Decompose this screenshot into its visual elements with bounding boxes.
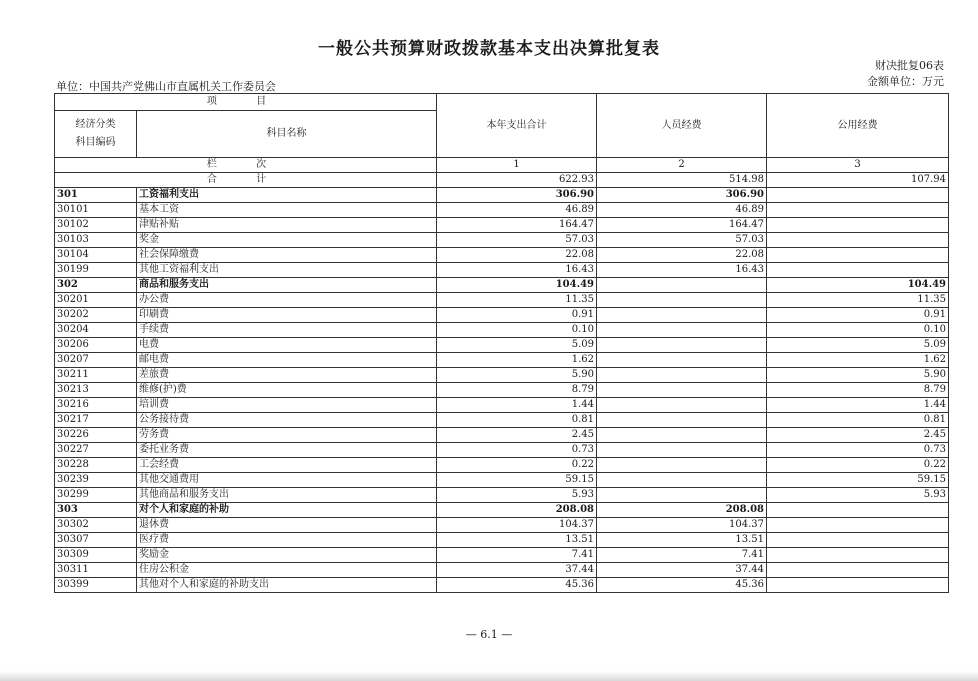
row-public: 59.15 bbox=[767, 473, 949, 488]
row-personnel: 13.51 bbox=[597, 533, 767, 548]
row-personnel bbox=[597, 443, 767, 458]
row-code: 30101 bbox=[55, 203, 137, 218]
header-col-index-2: 2 bbox=[597, 158, 767, 173]
sum-personnel: 514.98 bbox=[597, 173, 767, 188]
row-name: 公务接待费 bbox=[137, 413, 437, 428]
row-code: 30103 bbox=[55, 233, 137, 248]
row-personnel: 104.37 bbox=[597, 518, 767, 533]
row-public: 5.09 bbox=[767, 338, 949, 353]
row-public: 1.62 bbox=[767, 353, 949, 368]
table-row bbox=[55, 248, 949, 263]
row-code: 30206 bbox=[55, 338, 137, 353]
row-total: 22.08 bbox=[437, 248, 597, 263]
row-total: 37.44 bbox=[437, 563, 597, 578]
page-number: — 6.1 — bbox=[465, 628, 513, 641]
row-public: 5.90 bbox=[767, 368, 949, 383]
row-total: 16.43 bbox=[437, 263, 597, 278]
table-row bbox=[55, 188, 949, 203]
row-total: 208.08 bbox=[437, 503, 597, 518]
header-col-index-3: 3 bbox=[767, 158, 949, 173]
table-row bbox=[55, 203, 949, 218]
row-personnel bbox=[597, 293, 767, 308]
header-econ-class-line2: 科目编码 bbox=[75, 137, 116, 148]
row-public bbox=[767, 518, 949, 533]
row-personnel bbox=[597, 413, 767, 428]
row-name: 邮电费 bbox=[137, 353, 437, 368]
row-personnel bbox=[597, 323, 767, 338]
row-public bbox=[767, 548, 949, 563]
row-name: 维修(护)费 bbox=[137, 383, 437, 398]
row-name: 委托业务费 bbox=[137, 443, 437, 458]
row-name: 劳务费 bbox=[137, 428, 437, 443]
row-public: 0.91 bbox=[767, 308, 949, 323]
row-public bbox=[767, 218, 949, 233]
row-code: 302 bbox=[55, 278, 137, 293]
row-code: 30211 bbox=[55, 368, 137, 383]
row-name: 其他商品和服务支出 bbox=[137, 488, 437, 503]
row-total: 104.49 bbox=[437, 278, 597, 293]
row-code: 30302 bbox=[55, 518, 137, 533]
row-total: 0.81 bbox=[437, 413, 597, 428]
row-name: 其他对个人和家庭的补助支出 bbox=[137, 578, 437, 593]
row-personnel bbox=[597, 488, 767, 503]
row-code: 303 bbox=[55, 503, 137, 518]
row-personnel bbox=[597, 338, 767, 353]
header-col-index-1: 1 bbox=[437, 158, 597, 173]
row-code: 30104 bbox=[55, 248, 137, 263]
row-personnel bbox=[597, 383, 767, 398]
row-total: 306.90 bbox=[437, 188, 597, 203]
table-row bbox=[55, 278, 949, 293]
row-name: 社会保障缴费 bbox=[137, 248, 437, 263]
row-total: 0.10 bbox=[437, 323, 597, 338]
row-name: 电费 bbox=[137, 338, 437, 353]
row-name: 印刷费 bbox=[137, 308, 437, 323]
row-name: 津贴补贴 bbox=[137, 218, 437, 233]
row-public: 0.81 bbox=[767, 413, 949, 428]
header-col-personnel: 人员经费 bbox=[597, 94, 767, 158]
header-econ-class-line1: 经济分类 bbox=[75, 119, 116, 130]
row-personnel bbox=[597, 458, 767, 473]
row-code: 30199 bbox=[55, 263, 137, 278]
row-personnel bbox=[597, 353, 767, 368]
row-total: 104.37 bbox=[437, 518, 597, 533]
row-name: 退休费 bbox=[137, 518, 437, 533]
table-row bbox=[55, 383, 949, 398]
row-public: 0.10 bbox=[767, 323, 949, 338]
row-personnel: 46.89 bbox=[597, 203, 767, 218]
row-public: 0.22 bbox=[767, 458, 949, 473]
table-row bbox=[55, 578, 949, 593]
row-code: 30309 bbox=[55, 548, 137, 563]
row-public bbox=[767, 503, 949, 518]
row-public: 11.35 bbox=[767, 293, 949, 308]
amount-unit: 金额单位：万元 bbox=[867, 75, 944, 88]
row-personnel: 37.44 bbox=[597, 563, 767, 578]
row-public: 104.49 bbox=[767, 278, 949, 293]
row-public: 1.44 bbox=[767, 398, 949, 413]
table-row bbox=[55, 443, 949, 458]
header-col-total: 本年支出合计 bbox=[437, 94, 597, 158]
table-row bbox=[55, 353, 949, 368]
table-row bbox=[55, 458, 949, 473]
row-total: 0.91 bbox=[437, 308, 597, 323]
row-personnel bbox=[597, 428, 767, 443]
header-item: 项 目 bbox=[55, 94, 437, 111]
row-code: 301 bbox=[55, 188, 137, 203]
header-col-index-label: 栏 次 bbox=[55, 158, 437, 173]
row-total: 8.79 bbox=[437, 383, 597, 398]
row-public: 0.73 bbox=[767, 443, 949, 458]
table-row bbox=[55, 368, 949, 383]
row-name: 差旅费 bbox=[137, 368, 437, 383]
row-public: 8.79 bbox=[767, 383, 949, 398]
row-personnel bbox=[597, 368, 767, 383]
row-code: 30204 bbox=[55, 323, 137, 338]
row-total: 59.15 bbox=[437, 473, 597, 488]
row-total: 11.35 bbox=[437, 293, 597, 308]
row-total: 7.41 bbox=[437, 548, 597, 563]
row-code: 30202 bbox=[55, 308, 137, 323]
table-row bbox=[55, 398, 949, 413]
table-row bbox=[55, 293, 949, 308]
row-total: 0.73 bbox=[437, 443, 597, 458]
row-personnel bbox=[597, 308, 767, 323]
row-personnel: 45.36 bbox=[597, 578, 767, 593]
row-code: 30307 bbox=[55, 533, 137, 548]
table-row bbox=[55, 233, 949, 248]
table-row bbox=[55, 563, 949, 578]
table-row bbox=[55, 503, 949, 518]
row-public bbox=[767, 188, 949, 203]
row-code: 30201 bbox=[55, 293, 137, 308]
table-row bbox=[55, 263, 949, 278]
row-personnel bbox=[597, 473, 767, 488]
table-row bbox=[55, 338, 949, 353]
table-row bbox=[55, 518, 949, 533]
row-code: 30217 bbox=[55, 413, 137, 428]
row-name: 工资福利支出 bbox=[137, 188, 437, 203]
row-name: 工会经费 bbox=[137, 458, 437, 473]
budget-table bbox=[54, 93, 949, 593]
table-row bbox=[55, 428, 949, 443]
row-code: 30228 bbox=[55, 458, 137, 473]
row-total: 2.45 bbox=[437, 428, 597, 443]
row-total: 1.44 bbox=[437, 398, 597, 413]
row-personnel: 164.47 bbox=[597, 218, 767, 233]
row-name: 手续费 bbox=[137, 323, 437, 338]
sum-total: 622.93 bbox=[437, 173, 597, 188]
row-public bbox=[767, 248, 949, 263]
row-name: 培训费 bbox=[137, 398, 437, 413]
row-name: 对个人和家庭的补助 bbox=[137, 503, 437, 518]
form-code: 财决批复06表 bbox=[875, 59, 944, 72]
table-row bbox=[55, 413, 949, 428]
row-public bbox=[767, 533, 949, 548]
row-code: 30226 bbox=[55, 428, 137, 443]
table-row bbox=[55, 488, 949, 503]
table-row bbox=[55, 218, 949, 233]
scan-edge bbox=[0, 671, 978, 681]
row-code: 30216 bbox=[55, 398, 137, 413]
row-name: 办公费 bbox=[137, 293, 437, 308]
row-personnel: 306.90 bbox=[597, 188, 767, 203]
header-econ-class bbox=[55, 111, 137, 158]
row-total: 46.89 bbox=[437, 203, 597, 218]
row-public bbox=[767, 578, 949, 593]
row-personnel: 57.03 bbox=[597, 233, 767, 248]
table-row bbox=[55, 548, 949, 563]
row-public bbox=[767, 563, 949, 578]
row-total: 5.09 bbox=[437, 338, 597, 353]
row-personnel: 7.41 bbox=[597, 548, 767, 563]
row-code: 30102 bbox=[55, 218, 137, 233]
row-total: 0.22 bbox=[437, 458, 597, 473]
row-name: 商品和服务支出 bbox=[137, 278, 437, 293]
row-personnel bbox=[597, 278, 767, 293]
row-personnel: 16.43 bbox=[597, 263, 767, 278]
row-public: 5.93 bbox=[767, 488, 949, 503]
row-total: 13.51 bbox=[437, 533, 597, 548]
row-code: 30399 bbox=[55, 578, 137, 593]
table-row bbox=[55, 473, 949, 488]
row-total: 45.36 bbox=[437, 578, 597, 593]
row-public bbox=[767, 203, 949, 218]
row-personnel: 208.08 bbox=[597, 503, 767, 518]
table-row bbox=[55, 323, 949, 338]
row-code: 30213 bbox=[55, 383, 137, 398]
header-col-public: 公用经费 bbox=[767, 94, 949, 158]
row-total: 5.90 bbox=[437, 368, 597, 383]
row-code: 30299 bbox=[55, 488, 137, 503]
row-total: 1.62 bbox=[437, 353, 597, 368]
row-public bbox=[767, 233, 949, 248]
row-name: 基本工资 bbox=[137, 203, 437, 218]
sum-label: 合 计 bbox=[55, 173, 437, 188]
row-name: 其他工资福利支出 bbox=[137, 263, 437, 278]
row-code: 30227 bbox=[55, 443, 137, 458]
sum-public: 107.94 bbox=[767, 173, 949, 188]
row-public bbox=[767, 263, 949, 278]
row-code: 30239 bbox=[55, 473, 137, 488]
row-personnel bbox=[597, 398, 767, 413]
row-name: 住房公积金 bbox=[137, 563, 437, 578]
table-row bbox=[55, 533, 949, 548]
table-row bbox=[55, 308, 949, 323]
row-code: 30207 bbox=[55, 353, 137, 368]
row-total: 5.93 bbox=[437, 488, 597, 503]
page-title: 一般公共预算财政拨款基本支出决算批复表 bbox=[318, 39, 660, 59]
row-total: 57.03 bbox=[437, 233, 597, 248]
row-total: 164.47 bbox=[437, 218, 597, 233]
row-name: 奖金 bbox=[137, 233, 437, 248]
row-code: 30311 bbox=[55, 563, 137, 578]
row-personnel: 22.08 bbox=[597, 248, 767, 263]
unit-label: 单位：中国共产党佛山市直属机关工作委员会 bbox=[56, 80, 276, 93]
row-name: 其他交通费用 bbox=[137, 473, 437, 488]
header-subject-name: 科目名称 bbox=[137, 111, 437, 158]
row-name: 医疗费 bbox=[137, 533, 437, 548]
row-name: 奖励金 bbox=[137, 548, 437, 563]
row-public: 2.45 bbox=[767, 428, 949, 443]
